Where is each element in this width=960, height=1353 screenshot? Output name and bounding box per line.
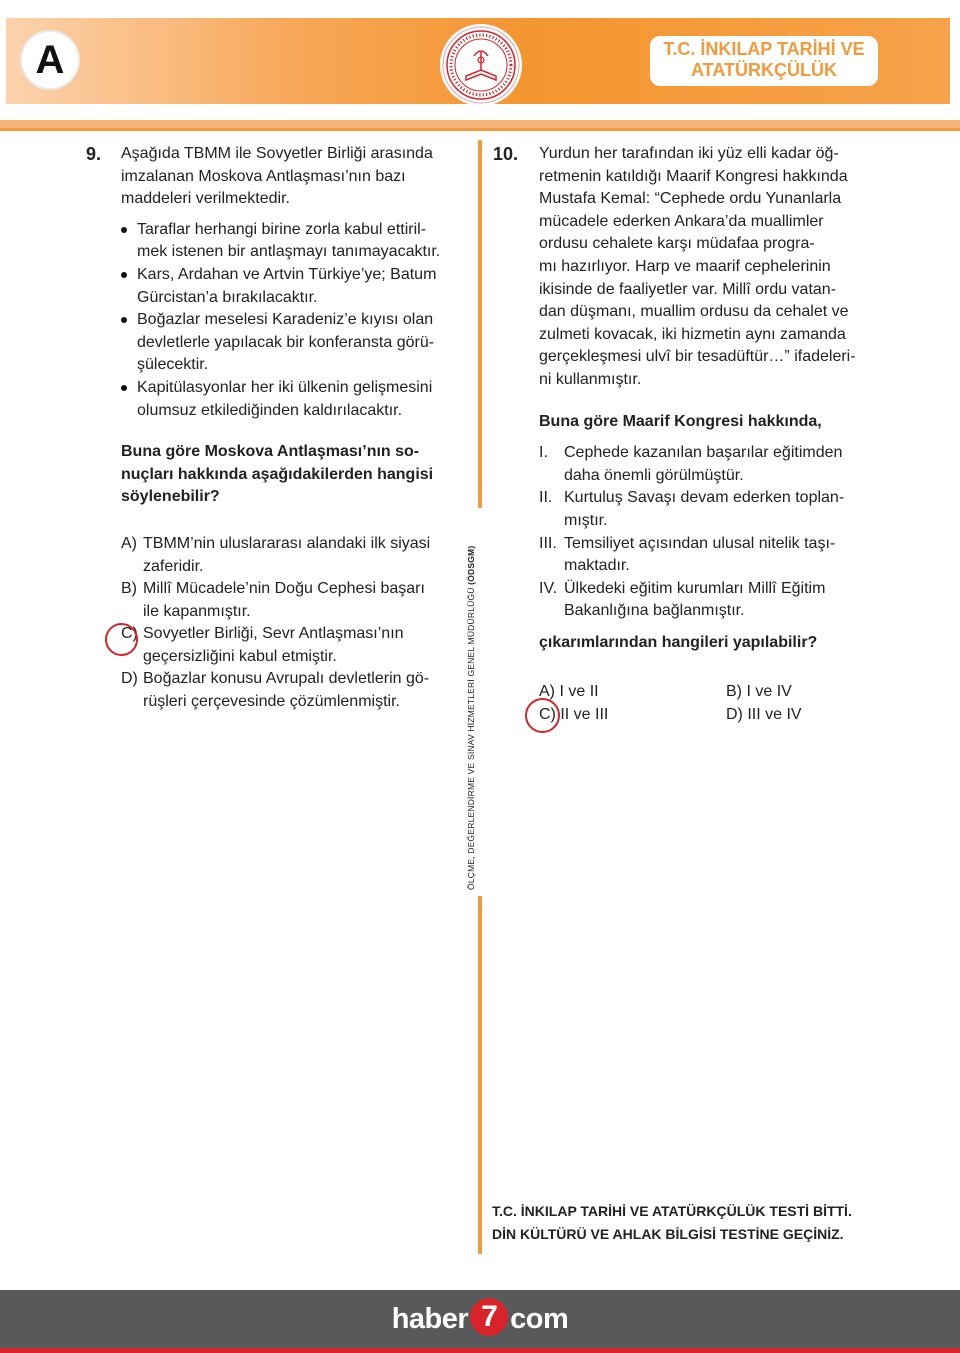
bullet-line: Taraflar herhangi birine zorla kabul ettiril- — [137, 220, 427, 238]
q9-intro-line: Aşağıda TBMM ile Sovyetler Birliği arasında — [121, 145, 433, 162]
list-item — [121, 264, 473, 309]
question-10-number: 10. — [493, 144, 519, 164]
roman-text: Bakanlığına bağlanmıştır. — [564, 602, 745, 620]
subject-title-line2: ATATÜRKÇÜLÜK — [691, 60, 837, 80]
bullet-line: Gürcistan’a bırakılacaktır. — [137, 288, 318, 306]
q10-roman-list — [539, 442, 889, 623]
roman-text: daha önemli görülmüştür. — [564, 466, 744, 484]
roman-text: Cephede kazanılan başarılar eğitimden — [564, 444, 843, 462]
q10-intro-line: mücadele ederken Ankara’da muallimler — [539, 212, 824, 230]
q10-prompt: çıkarımlarından hangileri yapılabilir? — [539, 633, 818, 651]
end-note-line: DİN KÜLTÜRÜ VE AHLAK BİLGİSİ TESTİNE GEÇİNİZ. — [492, 1226, 844, 1242]
option-text: ile kapanmıştır. — [143, 602, 251, 620]
odsgm-abbr: (ÖDSGM) — [466, 545, 476, 585]
stem-line: Buna göre Moskova Antlaşması’nın so- — [121, 443, 420, 461]
bullet-line: devletlerle yapılacak bir konferansta görü- — [137, 333, 435, 351]
q10-intro-line: retmenin katıldığı Maarif Kongresi hakkında — [539, 167, 848, 185]
option-text: III ve IV — [747, 706, 802, 723]
question-9-number: 9. — [86, 144, 102, 164]
question-10 — [539, 143, 889, 654]
q10-intro-line: mı hazırlıyor. Harp ve maarif cephelerinin — [539, 257, 831, 275]
list-item — [539, 533, 889, 578]
q10-question-stem: Buna göre Maarif Kongresi hakkında, — [539, 412, 822, 430]
list-item — [539, 442, 889, 487]
question-9 — [121, 143, 473, 714]
roman-label: II. — [539, 489, 553, 507]
q9-intro-line: imzalanan Moskova Antlaşması’nın bazı — [121, 167, 406, 185]
logo-seven-badge: 7 — [470, 1298, 508, 1336]
bullet-line: Boğazlar meselesi Karadeniz’e kıyısı olan — [137, 311, 434, 329]
bullet-line: mek istenen bir antlaşmayı tanımayacaktır. — [137, 243, 441, 261]
q9-options — [121, 533, 473, 714]
logo-left-text: haber — [391, 1303, 469, 1335]
q10-intro-line: zulmeti kovacak, iki hizmetin aynı zamanda — [539, 325, 846, 343]
list-item — [539, 578, 889, 623]
booklet-letter-badge: A — [20, 30, 80, 90]
column-divider-bottom — [478, 896, 482, 1254]
option-label: D) — [726, 706, 743, 723]
option-label: B) — [726, 683, 742, 700]
header-rule — [0, 128, 960, 131]
q10-option-b[interactable] — [726, 681, 792, 704]
bullet-line: olumsuz etkilediğinden kaldırılacaktır. — [137, 401, 403, 419]
haber7-logo[interactable] — [0, 1296, 960, 1342]
option-text: II ve III — [560, 706, 609, 723]
option-text: Millî Mücadele’nin Doğu Cephesi başarı — [143, 580, 425, 598]
q9-intro-line: maddeleri verilmektedir. — [121, 190, 290, 208]
q10-option-d[interactable] — [726, 704, 802, 727]
q10-intro-line: ni kullanmıştır. — [539, 370, 642, 388]
q10-intro-line: dan düşmanı, muallim ordusu da cehalet ve — [539, 303, 849, 321]
q9-option-c[interactable] — [121, 623, 473, 668]
roman-text: maktadır. — [564, 557, 630, 575]
header-underline — [0, 120, 960, 128]
subject-title-box — [650, 36, 878, 86]
list-item — [121, 219, 473, 264]
q9-option-b[interactable] — [121, 578, 473, 623]
roman-text: Ülkedeki eğitim kurumları Millî Eğitim — [564, 579, 826, 597]
footer-stripe — [0, 1348, 960, 1353]
q9-intro — [121, 143, 473, 211]
option-text: TBMM’nin uluslararası alandaki ilk siyasi — [143, 534, 431, 552]
stem-line: nuçları hakkında aşağıdakilerden hangisi — [121, 465, 434, 483]
q10-intro-line: Yurdun her tarafından iki yüz elli kadar öğ- — [539, 145, 839, 162]
q10-intro — [539, 143, 889, 392]
test-end-note — [492, 1200, 852, 1246]
stem-line: söylenebilir? — [121, 488, 220, 506]
roman-label: IV. — [539, 579, 558, 597]
option-label: A) — [539, 683, 555, 700]
q10-intro-line: Mustafa Kemal: “Cephede ordu Yunanlarla — [539, 190, 842, 208]
ministry-seal-icon — [440, 24, 522, 106]
q10-intro-line: ikisinde de faaliyetler var. Millî ordu vatan- — [539, 280, 837, 298]
logo-right-text: com — [510, 1303, 569, 1335]
option-label: C) — [121, 625, 138, 643]
bullet-line: Kars, Ardahan ve Artvin Türkiye’ye; Batum — [137, 265, 437, 283]
option-text: geçersizliğini kabul etmiştir. — [143, 647, 337, 665]
subject-title-line1: T.C. İNKILAP TARİHİ VE — [663, 39, 865, 59]
odsgm-text: ÖLÇME, DEĞERLENDİRME VE SINAV HİZMETLERİ GENEL MÜDÜRLÜĞÜ — [466, 587, 476, 890]
q9-option-d[interactable] — [121, 668, 473, 713]
q9-answer-mark — [105, 623, 138, 656]
list-item — [539, 487, 889, 532]
option-text: I ve IV — [746, 683, 792, 700]
end-note-line: T.C. İNKILAP TARİHİ VE ATATÜRKÇÜLÜK TESTİ BİTTİ. — [492, 1203, 852, 1219]
q9-question-stem — [121, 441, 473, 509]
list-item — [121, 377, 473, 422]
q10-intro-line: gerçekleşmesi ulvî bir tesadüftür…” ifadeleri- — [539, 348, 856, 366]
roman-text: mıştır. — [564, 511, 608, 529]
roman-text: Kurtuluş Savaşı devam ederken toplan- — [564, 489, 845, 507]
option-label: D) — [121, 670, 138, 688]
bullet-line: şülecektir. — [137, 356, 209, 374]
option-label: A) — [121, 534, 137, 552]
q10-intro-line: ordusu cehalete karşı müdafaa progra- — [539, 235, 815, 253]
option-text: Boğazlar konusu Avrupalı devletlerin gö- — [143, 670, 430, 688]
option-text: zaferidir. — [143, 557, 204, 575]
q9-bullet-list — [121, 219, 473, 422]
option-text: Sovyetler Birliği, Sevr Antlaşması’nın — [143, 625, 404, 643]
q10-answer-mark — [525, 698, 560, 733]
bullet-line: Kapitülasyonlar her iki ülkenin gelişmesini — [137, 378, 433, 396]
option-label: B) — [121, 580, 137, 598]
column-divider-top — [478, 140, 482, 508]
option-text: rüşleri çerçevesinde çözümlenmiştir. — [143, 693, 400, 711]
option-text: I ve II — [559, 683, 599, 700]
roman-label: III. — [539, 534, 557, 552]
roman-label: I. — [539, 444, 548, 462]
roman-text: Temsiliyet açısından ulusal nitelik taşı- — [564, 534, 836, 552]
q9-option-a[interactable] — [121, 533, 473, 578]
option-label: C) — [539, 706, 556, 723]
list-item — [121, 309, 473, 377]
